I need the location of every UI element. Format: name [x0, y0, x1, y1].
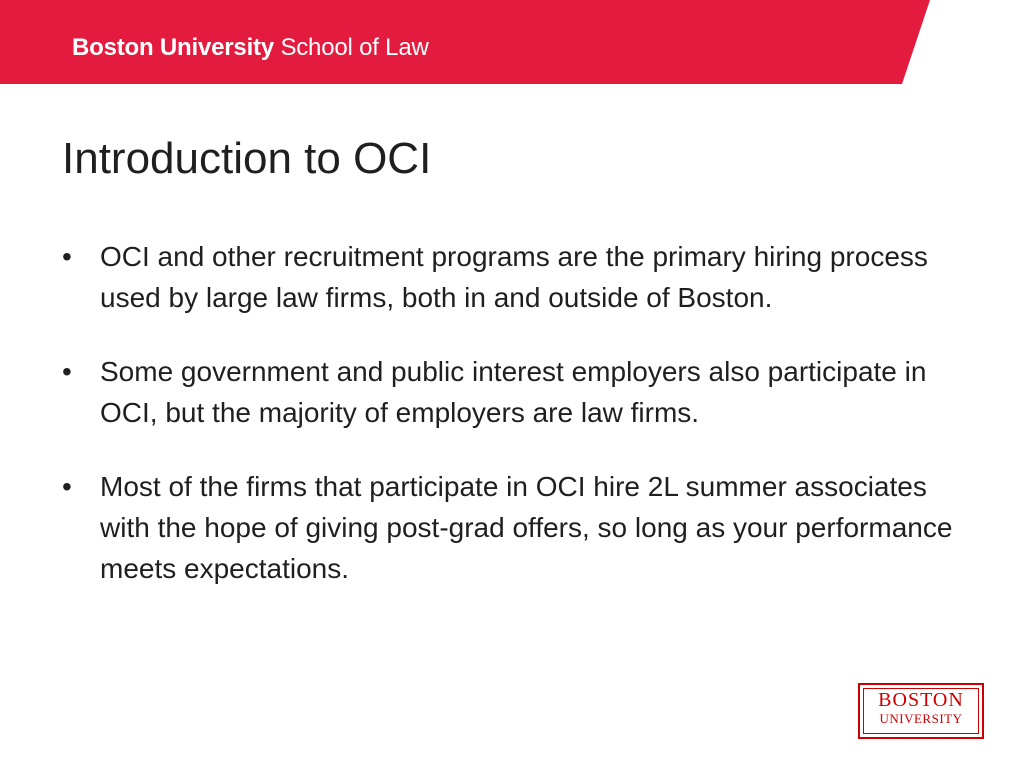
bullet-text: Most of the firms that participate in OCI hire 2L summer associates with the hope of giving post-grad offers, so long as your performance meets expectations. [100, 471, 953, 584]
logo-line-university: UNIVERSITY [879, 711, 963, 726]
bullet-list [62, 236, 962, 622]
logo-line-boston: BOSTON [878, 689, 964, 711]
wordmark-university: Boston University [72, 34, 274, 61]
bullet-item [62, 236, 962, 318]
slide-title: Introduction to OCI [62, 134, 432, 183]
boston-university-logo [858, 683, 984, 739]
bullet-dot-icon: • [62, 241, 72, 272]
bullet-dot-icon: • [62, 471, 72, 502]
bullet-item [62, 351, 962, 433]
bullet-dot-icon: • [62, 356, 72, 387]
school-wordmark [72, 34, 429, 62]
bullet-item [62, 466, 962, 589]
bullet-text: Some government and public interest employers also participate in OCI, but the majority of employers are law firms. [100, 356, 927, 428]
wordmark-school: School of Law [273, 34, 429, 61]
bullet-text: OCI and other recruitment programs are the primary hiring process used by large law firms, both in and outside of Boston. [100, 241, 928, 313]
header-banner [0, 0, 930, 84]
